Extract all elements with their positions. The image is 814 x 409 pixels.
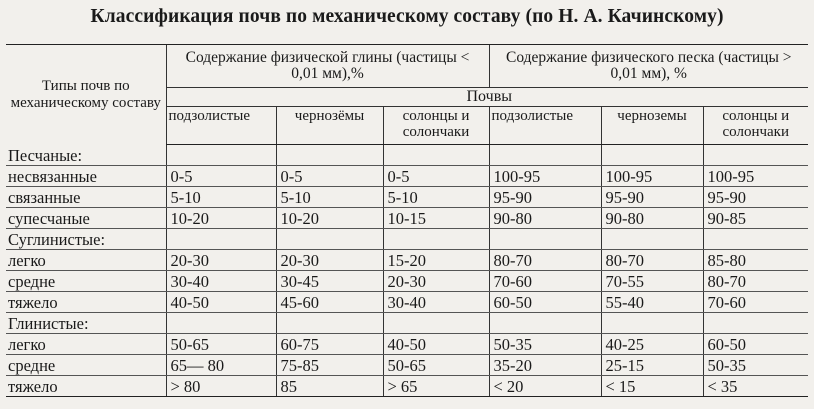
row-label: связанные xyxy=(6,187,166,208)
table-cell: > 80 xyxy=(166,376,276,397)
row-label: супесчаные xyxy=(6,208,166,229)
table-cell: 60-75 xyxy=(276,334,383,355)
table-cell: 100-95 xyxy=(489,166,601,187)
table-cell: 10-20 xyxy=(166,208,276,229)
table-cell: 70-60 xyxy=(489,271,601,292)
row-label-header: Типы почв по механическому составу xyxy=(6,45,166,145)
table-cell: 95-90 xyxy=(703,187,808,208)
table-cell: 55-40 xyxy=(601,292,703,313)
table-cell: 70-60 xyxy=(703,292,808,313)
table-cell: 10-15 xyxy=(383,208,489,229)
row-label: Суглинистые: xyxy=(6,229,166,250)
table-cell: 5-10 xyxy=(276,187,383,208)
table-cell xyxy=(489,145,601,166)
table-cell xyxy=(703,229,808,250)
table-cell xyxy=(166,145,276,166)
table-cell: 40-50 xyxy=(383,334,489,355)
table-row xyxy=(6,292,808,313)
table-cell xyxy=(166,229,276,250)
table-cell: 50-35 xyxy=(703,355,808,376)
table-cell: 90-80 xyxy=(601,208,703,229)
table-cell: 90-85 xyxy=(703,208,808,229)
col-header-sand-chernozem: черноземы xyxy=(601,107,703,145)
table-cell: 30-40 xyxy=(383,292,489,313)
sand-group-header: Содержание физического песка (частицы > 0,01 мм), % xyxy=(489,45,808,88)
table-cell: < 35 xyxy=(703,376,808,397)
table-row xyxy=(6,145,808,166)
table-cell: 100-95 xyxy=(601,166,703,187)
col-header-sand-podzolic: подзолистые xyxy=(489,107,601,145)
table-cell xyxy=(383,229,489,250)
soil-classification-table xyxy=(6,44,808,397)
table-cell: 40-25 xyxy=(601,334,703,355)
table-row xyxy=(6,208,808,229)
table-cell xyxy=(489,313,601,334)
table-cell: 80-70 xyxy=(489,250,601,271)
table-cell: 70-55 xyxy=(601,271,703,292)
table-cell: 80-70 xyxy=(601,250,703,271)
table-cell: 25-15 xyxy=(601,355,703,376)
header-row-groups xyxy=(6,45,808,88)
row-label: средне xyxy=(6,355,166,376)
table-cell xyxy=(703,313,808,334)
table-row xyxy=(6,376,808,397)
table-cell: 60-50 xyxy=(703,334,808,355)
table-cell: 10-20 xyxy=(276,208,383,229)
table-row xyxy=(6,166,808,187)
table-cell: 50-65 xyxy=(383,355,489,376)
table-cell: 20-30 xyxy=(166,250,276,271)
table-cell: < 20 xyxy=(489,376,601,397)
table-cell xyxy=(383,313,489,334)
table-cell xyxy=(166,313,276,334)
table-cell: 30-40 xyxy=(166,271,276,292)
table-row xyxy=(6,271,808,292)
table-cell: 5-10 xyxy=(383,187,489,208)
table-cell xyxy=(383,145,489,166)
table-cell xyxy=(601,313,703,334)
table-cell xyxy=(601,145,703,166)
row-label: Глинистые: xyxy=(6,313,166,334)
table-cell: 75-85 xyxy=(276,355,383,376)
table-cell: 50-35 xyxy=(489,334,601,355)
table-cell: 95-90 xyxy=(601,187,703,208)
table-cell xyxy=(276,313,383,334)
row-label: Песчаные: xyxy=(6,145,166,166)
row-label: тяжело xyxy=(6,292,166,313)
table-body xyxy=(6,45,808,397)
table-cell: 85 xyxy=(276,376,383,397)
table-cell: 0-5 xyxy=(276,166,383,187)
table-cell: 50-65 xyxy=(166,334,276,355)
table-cell xyxy=(703,145,808,166)
soils-header: Почвы xyxy=(166,88,808,107)
table-cell: 40-50 xyxy=(166,292,276,313)
table-cell: 20-30 xyxy=(276,250,383,271)
table-cell xyxy=(276,229,383,250)
col-header-clay-podzolic: подзолистые xyxy=(166,107,276,145)
table-cell: 30-45 xyxy=(276,271,383,292)
table-cell: 0-5 xyxy=(383,166,489,187)
table-cell: 0-5 xyxy=(166,166,276,187)
table-cell: 85-80 xyxy=(703,250,808,271)
col-header-sand-solonets: солонцы и солончаки xyxy=(703,107,808,145)
col-header-clay-chernozem: чернозёмы xyxy=(276,107,383,145)
table-cell: 80-70 xyxy=(703,271,808,292)
row-label: средне xyxy=(6,271,166,292)
col-header-clay-solonets: солонцы и солончаки xyxy=(383,107,489,145)
row-label: легко xyxy=(6,250,166,271)
table-cell: 15-20 xyxy=(383,250,489,271)
table-row xyxy=(6,355,808,376)
table-cell: 20-30 xyxy=(383,271,489,292)
table-row xyxy=(6,250,808,271)
table-cell: 90-80 xyxy=(489,208,601,229)
clay-group-header: Содержание физической глины (частицы < 0,01 мм),% xyxy=(166,45,489,88)
row-label: несвязанные xyxy=(6,166,166,187)
page-title: Классификация почв по механическому составу (по Н. А. Качинскому) xyxy=(90,6,724,27)
table-cell: 65— 80 xyxy=(166,355,276,376)
table-cell xyxy=(276,145,383,166)
table-row xyxy=(6,313,808,334)
row-label: легко xyxy=(6,334,166,355)
table-cell: 35-20 xyxy=(489,355,601,376)
table-row xyxy=(6,187,808,208)
table-row xyxy=(6,334,808,355)
table-cell: < 15 xyxy=(601,376,703,397)
table-cell: 95-90 xyxy=(489,187,601,208)
table-cell: 45-60 xyxy=(276,292,383,313)
table-cell: 60-50 xyxy=(489,292,601,313)
row-label: тяжело xyxy=(6,376,166,397)
table-cell: 100-95 xyxy=(703,166,808,187)
table-cell xyxy=(601,229,703,250)
table-cell: 5-10 xyxy=(166,187,276,208)
table-row xyxy=(6,229,808,250)
table-cell: > 65 xyxy=(383,376,489,397)
table-cell xyxy=(489,229,601,250)
